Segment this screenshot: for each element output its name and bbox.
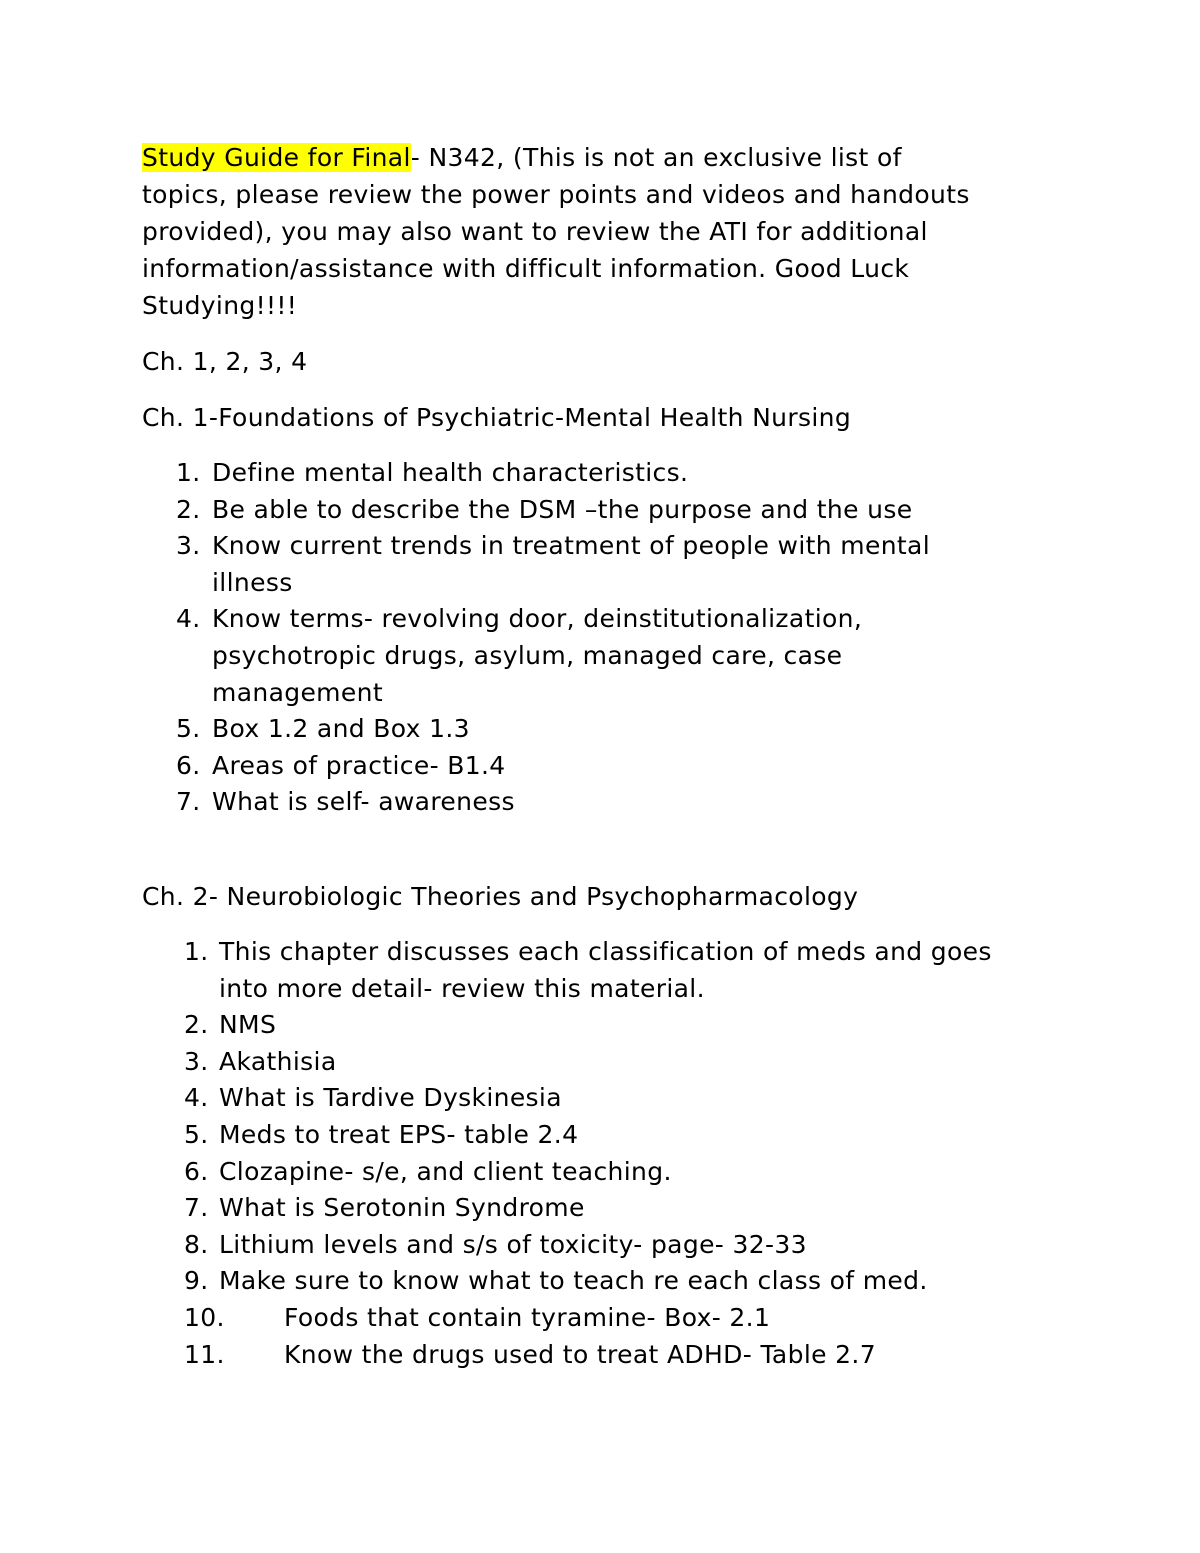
- list-item: [176, 711, 930, 748]
- list-number: 1.: [176, 458, 201, 487]
- list-text: Know current trends in treatment of people with mental: [212, 531, 931, 561]
- list-number: 2.: [184, 1010, 209, 1040]
- list-item: [184, 1080, 992, 1117]
- ch2-heading: Ch. 2- Neurobiologic Theories and Psychopharmacology: [142, 882, 859, 911]
- list-text: Clozapine- s/e, and client teaching.: [219, 1156, 672, 1186]
- list-item: [184, 1227, 992, 1264]
- list-text: Foods that contain tyramine- Box- 2.1: [284, 1302, 771, 1332]
- list-number: 4.: [184, 1083, 209, 1113]
- list-text: Meds to treat EPS- table 2.4: [219, 1119, 579, 1149]
- list-number: 5.: [176, 714, 201, 744]
- list-text: This chapter discusses each classification of meds and goes: [219, 937, 992, 966]
- list-item: [176, 528, 930, 601]
- list-number: 8.: [184, 1229, 209, 1259]
- list-item: [184, 1190, 992, 1227]
- intro-line-5: Studying!!!!: [142, 291, 298, 320]
- intro-line-3: provided), you may also want to review the ATI for additional: [142, 217, 928, 246]
- intro-line-2: topics, please review the power points and videos and handouts: [142, 180, 970, 209]
- list-number: 5.: [184, 1119, 209, 1149]
- list-text: into more detail- review this material.: [219, 973, 705, 1003]
- list-number: 3.: [176, 531, 201, 561]
- list-number: 11.: [184, 1339, 225, 1369]
- list-item: [184, 934, 992, 1007]
- list-text: management: [212, 677, 383, 707]
- chapters-line: Ch. 1, 2, 3, 4: [142, 347, 308, 376]
- intro-line-1: [142, 139, 1062, 176]
- list-text: Define mental health characteristics.: [212, 458, 689, 487]
- list-item: [184, 1337, 992, 1374]
- list-number: 4.: [176, 604, 201, 634]
- list-item: [184, 1263, 992, 1300]
- list-text: Make sure to know what to teach re each class of med.: [219, 1266, 928, 1296]
- list-item: [184, 1154, 992, 1191]
- list-item: [176, 748, 930, 785]
- intro-line-1-rest: - N342, (This is not an exclusive list of: [410, 143, 902, 172]
- ch1-list: [176, 455, 930, 821]
- list-text: Box 1.2 and Box 1.3: [212, 714, 470, 744]
- list-item: [176, 492, 930, 529]
- list-number: 7.: [184, 1193, 209, 1223]
- intro-line-4: information/assistance with difficult information. Good Luck: [142, 254, 910, 283]
- ch1-heading: Ch. 1-Foundations of Psychiatric-Mental Health Nursing: [142, 403, 852, 432]
- list-text: Akathisia: [219, 1046, 337, 1076]
- title-highlight: Study Guide for Final: [142, 143, 411, 172]
- list-text: Areas of practice- B1.4: [212, 750, 506, 780]
- list-text: Be able to describe the DSM –the purpose and the use: [212, 494, 913, 524]
- list-item: [176, 784, 930, 821]
- list-item: [184, 1044, 992, 1081]
- list-number: 2.: [176, 494, 201, 524]
- list-text: Know the drugs used to treat ADHD- Table 2.7: [284, 1339, 876, 1369]
- list-item: [184, 1117, 992, 1154]
- list-text: What is Tardive Dyskinesia: [219, 1083, 562, 1113]
- intro-paragraph: [142, 139, 1062, 324]
- list-text: What is Serotonin Syndrome: [219, 1193, 585, 1223]
- list-number: 10.: [184, 1302, 225, 1332]
- ch2-list: [184, 934, 992, 1373]
- list-number: 9.: [184, 1266, 209, 1296]
- list-number: 3.: [184, 1046, 209, 1076]
- list-item: [176, 601, 930, 711]
- list-text: psychotropic drugs, asylum, managed care, case: [212, 640, 843, 670]
- list-text: What is self- awareness: [212, 787, 515, 817]
- list-number: 7.: [176, 787, 201, 817]
- list-text: illness: [212, 567, 293, 597]
- list-number: 1.: [184, 937, 209, 966]
- list-number: 6.: [176, 750, 201, 780]
- list-number: 6.: [184, 1156, 209, 1186]
- list-text: Know terms- revolving door, deinstitutionalization,: [212, 604, 863, 634]
- list-item: [176, 455, 930, 492]
- list-item: [184, 1300, 992, 1337]
- list-text: NMS: [219, 1010, 277, 1040]
- list-item: [184, 1007, 992, 1044]
- list-text: Lithium levels and s/s of toxicity- page- 32-33: [219, 1229, 807, 1259]
